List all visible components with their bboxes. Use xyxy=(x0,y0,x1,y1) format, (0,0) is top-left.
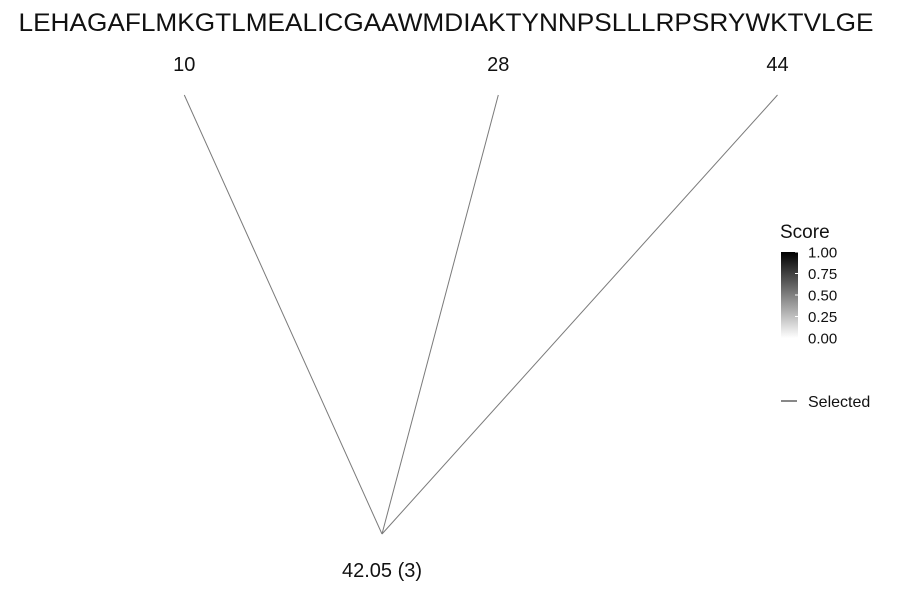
score-tick-label: 0.00 xyxy=(808,330,838,348)
score-tick-label: 1.00 xyxy=(808,244,838,262)
position-labels xyxy=(173,54,788,76)
sequence-text: LEHAGAFLMKGTLMEALICGAAWMDIAKTYNNPSLLLRPSRYWKTVLGE xyxy=(18,9,874,37)
tree-edge-10 xyxy=(184,95,382,534)
position-label-28: 28 xyxy=(487,54,510,76)
selected-legend-label: Selected xyxy=(808,394,871,411)
position-label-44: 44 xyxy=(766,54,789,76)
root-node-label: 42.05 (3) xyxy=(341,560,423,582)
score-legend xyxy=(780,222,837,348)
score-legend-title: Score xyxy=(780,222,830,243)
selected-legend xyxy=(781,394,870,411)
tree-edge-44 xyxy=(382,95,778,534)
score-tick-label: 0.25 xyxy=(808,309,838,326)
position-label-10: 10 xyxy=(173,54,196,76)
edges-group xyxy=(184,95,777,534)
tree-edge-28 xyxy=(382,95,498,534)
score-tick-label: 0.75 xyxy=(808,266,838,283)
score-tick-label: 0.50 xyxy=(808,287,838,305)
score-legend-ticks xyxy=(795,245,837,348)
